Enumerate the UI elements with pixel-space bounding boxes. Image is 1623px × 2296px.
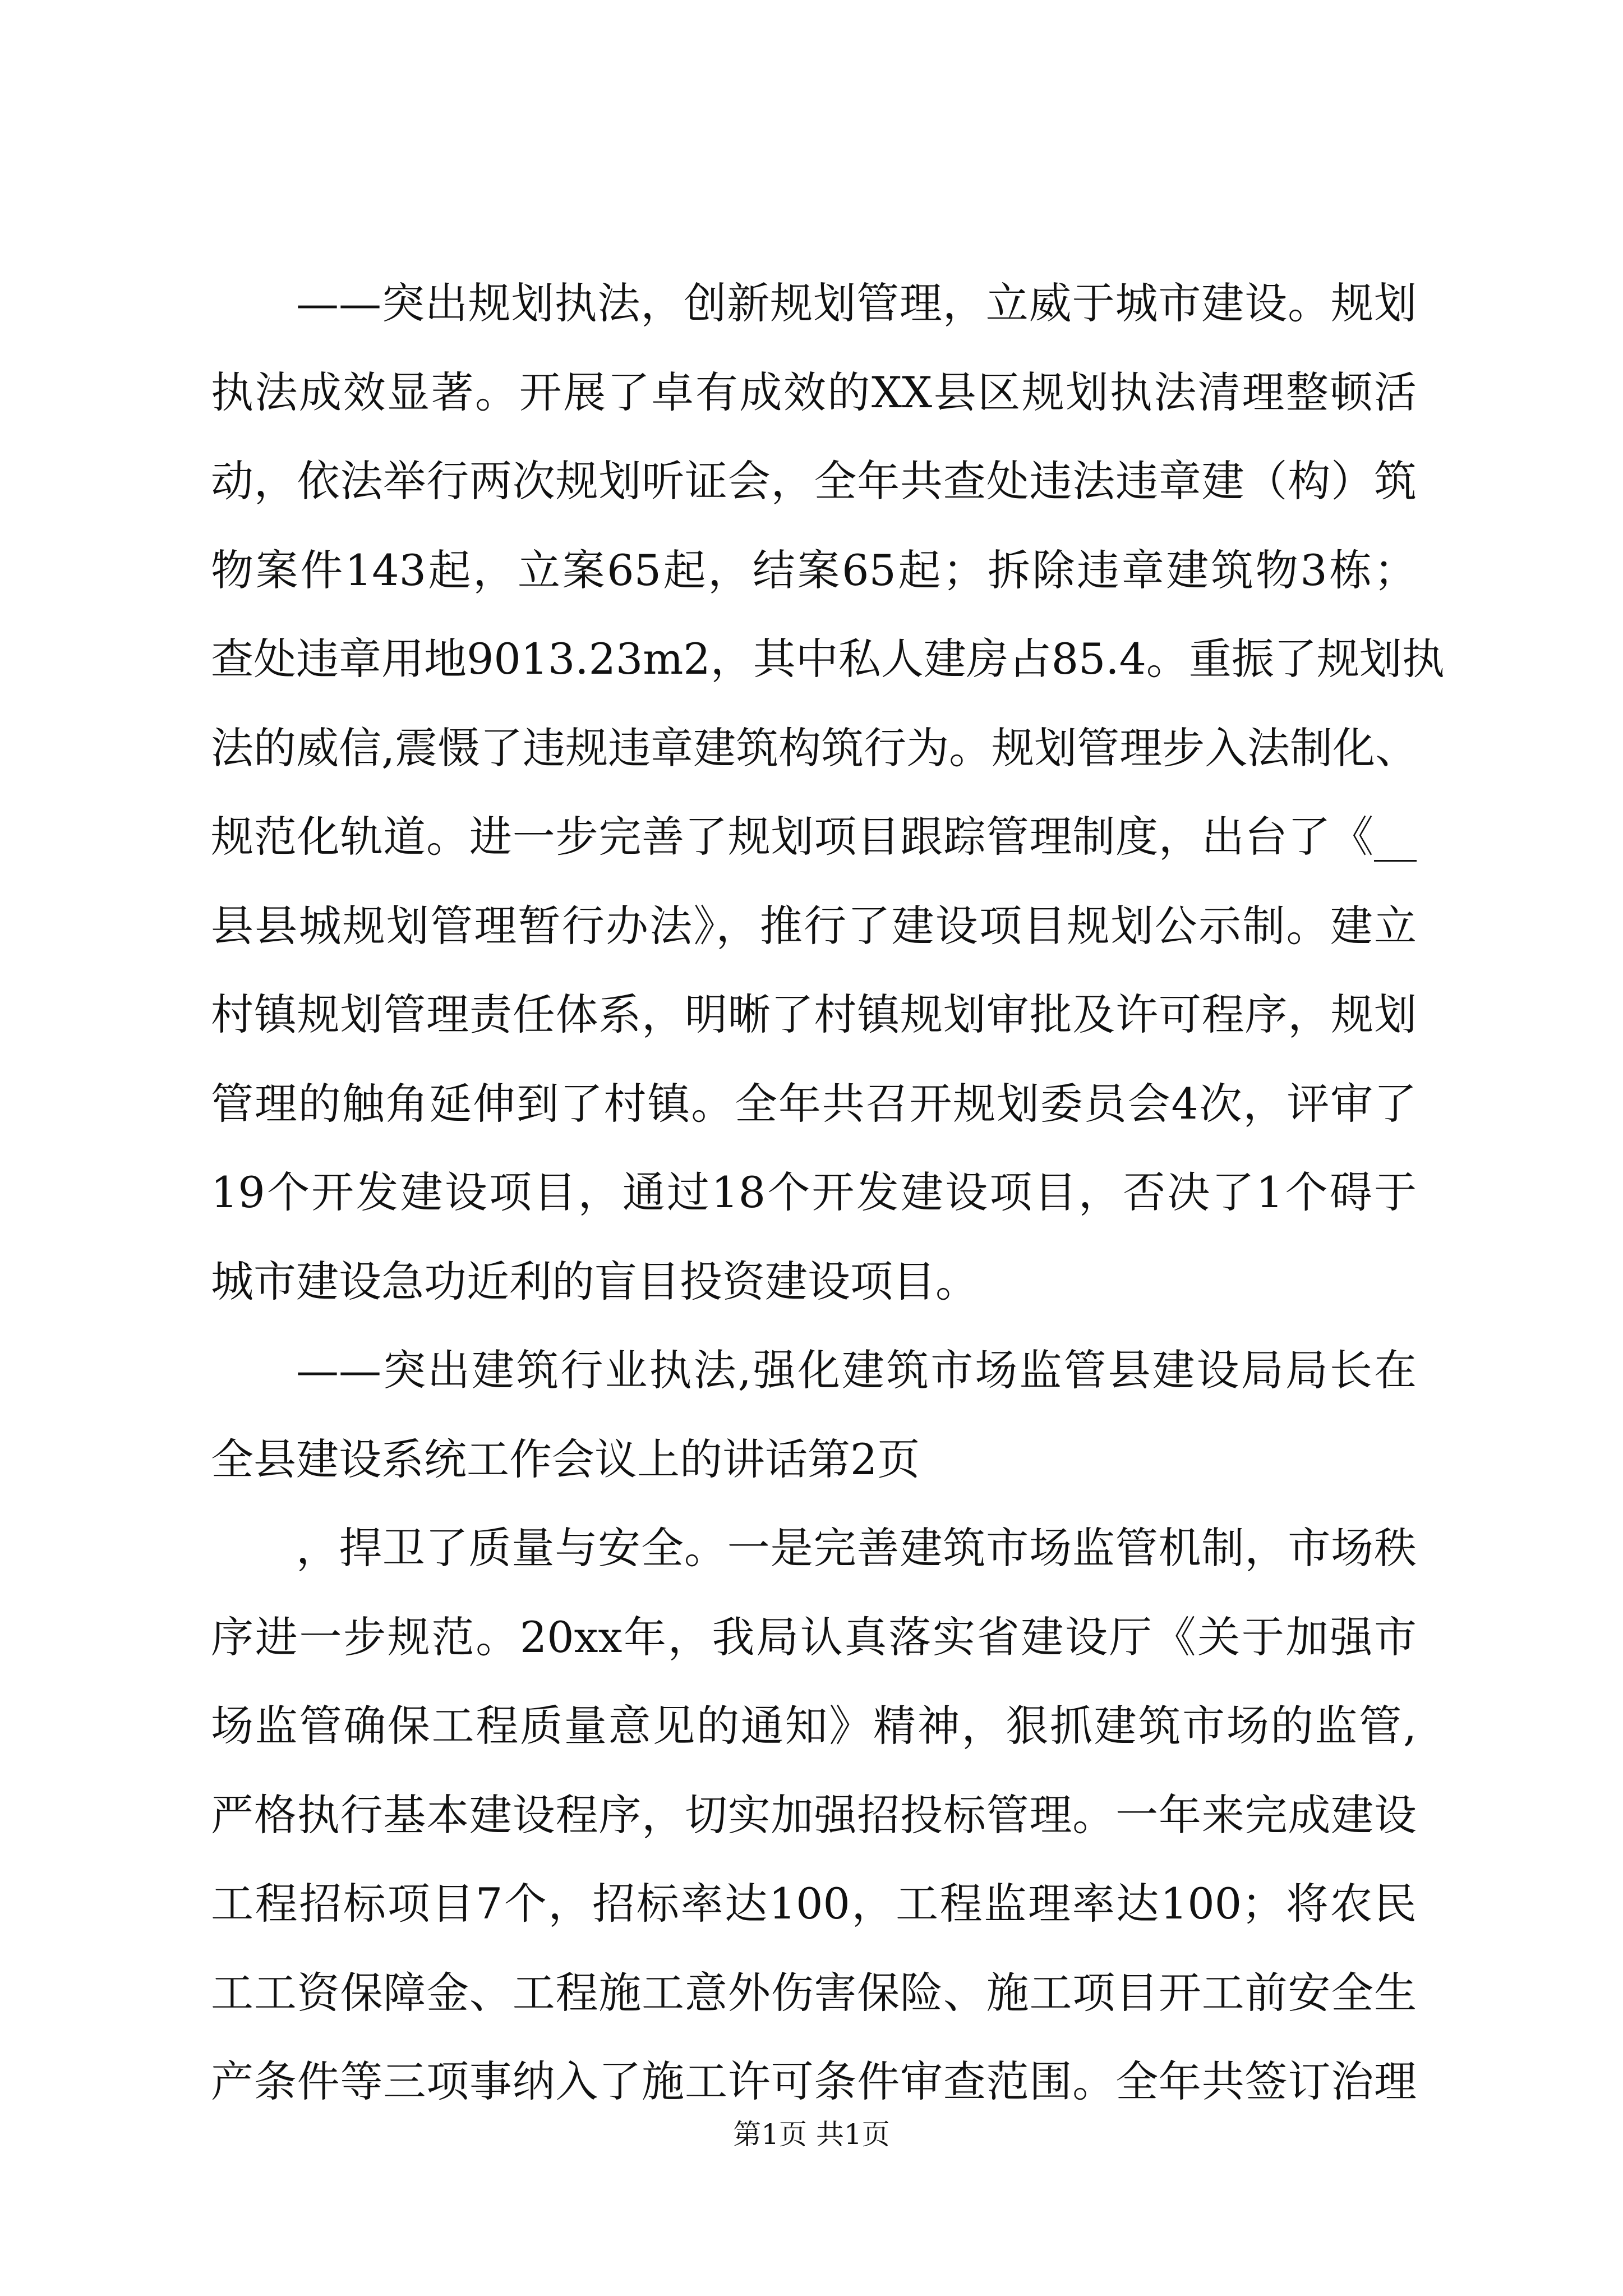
paragraph-line: 场监管确保工程质量意见的通知》精神，狠抓建筑市场的监管, (211, 1701, 1417, 1751)
paragraph-line: 村镇规划管理责任体系，明晰了村镇规划审批及许可程序，规划 (211, 990, 1417, 1039)
paragraph-line: 管理的触角延伸到了村镇。全年共召开规划委员会4次，评审了 (211, 1078, 1417, 1129)
body-text (211, 259, 1445, 2127)
paragraph-line: ——突出规划执法，创新规划管理，立威于城市建设。规划 (296, 278, 1417, 328)
paragraph-line: ，捍卫了质量与安全。一是完善建筑市场监管机制，市场秩 (296, 1523, 1417, 1573)
paragraph-line: ——突出建筑行业执法,强化建筑市场监管县建设局局长在 (296, 1345, 1417, 1395)
paragraph-line: 物案件143起，立案65起，结案65起；拆除违章建筑物3栋； (211, 545, 1417, 595)
paragraph-line: 序进一步规范。20xx年，我局认真落实省建设厅《关于加强市 (211, 1612, 1417, 1662)
paragraph-line: 工程招标项目7个，招标率达100，工程监理率达100；将农民 (211, 1879, 1417, 1929)
page-footer: 第1页 共1页 (733, 2118, 890, 2151)
paragraph-line: 动，依法举行两次规划听证会，全年共查处违法违章建（构）筑 (211, 456, 1417, 506)
paragraph-line: 产条件等三项事纳入了施工许可条件审查范围。全年共签订治理 (211, 2056, 1417, 2106)
paragraph-line: 法的威信,震慑了违规违章建筑构筑行为。规划管理步入法制化、 (211, 723, 1418, 773)
paragraph-line: 工工资保障金、工程施工意外伤害保险、施工项目开工前安全生 (211, 1967, 1417, 2018)
paragraph-line: 县县城规划管理暂行办法》，推行了建设项目规划公示制。建立 (211, 900, 1417, 951)
paragraph-line: 城市建设急功近利的盲目投资建设项目。 (211, 1256, 978, 1306)
paragraph-line: 规范化轨道。进一步完善了规划项目跟踪管理制度，出台了《__ (211, 812, 1417, 862)
paragraph-line: 严格执行基本建设程序，切实加强招投标管理。一年来完成建设 (211, 1789, 1417, 1840)
paragraph-line: 执法成效显著。开展了卓有成效的XX县区规划执法清理整顿活 (211, 367, 1417, 417)
paragraph-line: 19个开发建设项目，通过18个开发建设项目，否决了1个碍于 (211, 1167, 1417, 1217)
paragraph-line: 全县建设系统工作会议上的讲话第2页 (211, 1434, 920, 1484)
paragraph-line: 查处违章用地9013.23m2，其中私人建房占85.4。重振了规划执 (211, 634, 1445, 684)
